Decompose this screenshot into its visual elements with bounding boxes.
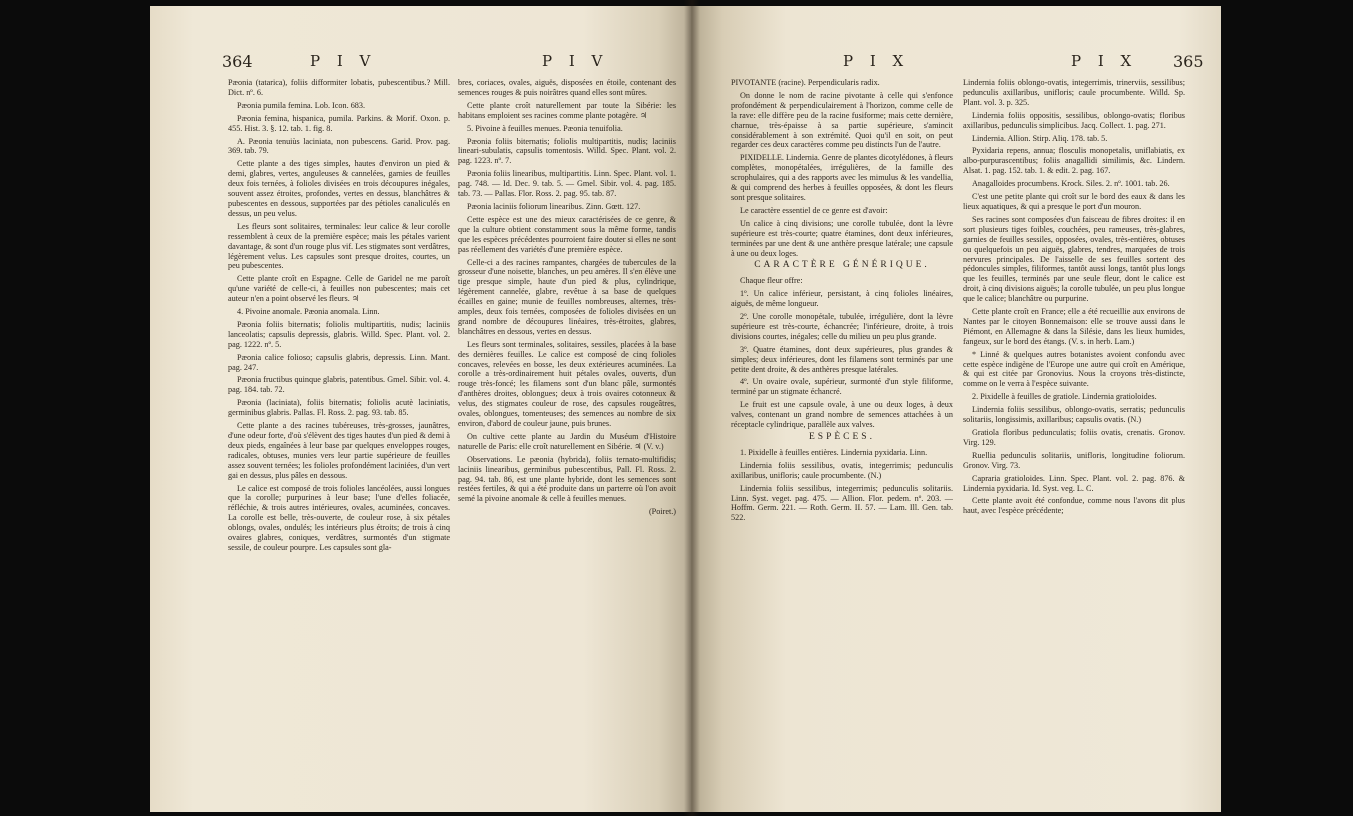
paragraph: Le caractère essentiel de ce genre est d'avoir: bbox=[740, 205, 888, 215]
paragraph: Cette plante croît naturellement par toute la Sibérie: les habitans emploient ses racines comme plante potagère. ♃ bbox=[458, 100, 676, 120]
paragraph: Ruellia pedunculis solitariis, unifloris, longitudine foliorum. Gronov. Virg. 73. bbox=[963, 450, 1185, 470]
paragraph: Pæonia foliis biternatis; foliolis multipartitis, nudis; laciniis lanceolatis; capsulis depressis, glabris. Willd. Spec. Plant. vol. 2. pag. 1222. nº. 5. bbox=[228, 319, 450, 349]
paragraph: Ses racines sont composées d'un faisceau de fibres droites: il en sort plusieurs tiges foibles, couchées, peu rameuses, très-glabres, garnies de feuilles sessiles, opposées, ovales, très-entières, obtuses ou quelquefois un peu aiguës, glabres, tendres, marquées de trois nervures principales. De l'aisselle de ses feuilles sortent des pédoncules simples, filiformes, tantôt aussi longs, tantôt plus longs que les feuilles, terminés par une seule fleur, dont le calice est droit, à cinq divisions aiguës; la corolle tubulée, un peu plus longue que le calice; blanchâtre ou purpurine. bbox=[963, 214, 1185, 304]
paragraph: Lindernia foliis oblongo-ovatis, integerrimis, trinerviis, sessilibus; pedunculis axillaribus, unifloris; caule procumbente. Willd. Sp. Plant. vol. 3. p. 325. bbox=[963, 78, 1185, 107]
paragraph: Cette plante avoit été confondue, comme nous l'avons dit plus haut, avec l'espèce précédente; bbox=[963, 496, 1185, 516]
paragraph: Anagalloides procumbens. Krock. Siles. 2. nº. 1001. tab. 26. bbox=[972, 179, 1170, 189]
paragraph: Pæonia (tatarica), foliis difformiter lobatis, pubescentibus.? Mill. Dict. nº. 6. bbox=[228, 78, 450, 97]
paragraph: Cette plante croît en France; elle a été recueillie aux environs de Nantes par le citoyen Bonnemaison: elle se trouve aussi dans le Piémont, en Allemagne & dans la Silésie, dans les lieux humides, fangeux, sur le bord des étangs. (V. s. in herb. Lam.) bbox=[963, 307, 1185, 346]
species-heading: 2. Pixidelle à feuilles de gratiole. Lindernia gratioloides. bbox=[972, 392, 1157, 402]
paragraph: Cette plante croît en Espagne. Celle de Garidel ne me paroît qu'une variété de celle-ci, à feuilles non pubescentes; mais cet auteur n'en a point observé les fleurs. ♃ bbox=[228, 274, 450, 304]
book-gutter-shadow bbox=[684, 0, 700, 816]
paragraph: Cette plante a des racines tubéreuses, très-grosses, jaunâtres, d'une odeur forte, d'où s'élèvent des tiges hautes d'un pied & demi à deux pieds, engaînées à leur base par quelques enveloppes rouges, radicales, obtuses, munies vers leur partie supérieure de feuilles assez souvent ternées; les folioles profondément laciniées, d'un vert gai en dessus, plus pâles en dessous. bbox=[228, 421, 450, 480]
paragraph: Pæonia femina, hispanica, pumila. Parkins. & Morif. Oxon. p. 455. Hist. 3. §. 12. tab. 1. fig. 8. bbox=[228, 113, 450, 133]
paragraph: Pæonia foliis biternatis; foliolis multipartitis, nudis; laciniis lineari-subulatis, capsulis tomentosis. Willd. Spec. Plant. vol. 2. pag. 1223. nº. 7. bbox=[458, 136, 676, 166]
right-running-head-right: P I X bbox=[1071, 52, 1138, 70]
paragraph: bres, coriaces, ovales, aiguës, disposées en étoile, contenant des semences rouges & puis noirâtres quand elles sont mûres. bbox=[458, 78, 676, 97]
paragraph: On cultive cette plante au Jardin du Muséum d'Histoire naturelle de Paris: elle croît naturellement en Sibérie. ♃ (V. v.) bbox=[458, 431, 676, 451]
species-heading: 4. Pivoine anomale. Pæonia anomala. Linn. bbox=[237, 307, 380, 317]
paragraph: Les fleurs sont terminales, solitaires, sessiles, placées à la base des dernières feuilles. Le calice est composé de cinq folioles concaves, relevées en bosse, les deux extérieures acuminées. La corolle a très-ordinairement huit pétales ovales, ouverts, d'un rouge très-foncé; les filamens sont d'un blanc pâle, surmontés d'anthères droites, oblongues; deux à trois ovaires cotonneux & velus, des stigmates couleur de rose, des capsules rougeâtres, ovales, oblongues, tomenteuses; des semences au nombre de six environ, d'abord de couleur jaune, puis brunes. bbox=[458, 339, 676, 428]
paragraph: On donne le nom de racine pivotante à celle qui s'enfonce profondément & perpendiculairement à l'horizon, comme celle de la rave: elle diffère peu de la racine fusiforme; mais cette dernière, charnue, très-épaisse à sa partie supérieure, s'amincit considérablement à son extrémité. Quoi qu'il en soit, on peut regarder ces deux caractères comme peu distincts l'un de l'autre. bbox=[731, 90, 953, 150]
left-column-1 bbox=[228, 78, 450, 556]
paragraph: 4º. Un ovaire ovale, supérieur, surmonté d'un style filiforme, terminé par un stigmate échancré. bbox=[731, 377, 953, 397]
paragraph: A. Pæonia tenuiùs laciniata, non pubescens. Garid. Prov. pag. 369. tab. 79. bbox=[228, 136, 450, 156]
paragraph: Les fleurs sont solitaires, terminales: leur calice & leur corolle ressemblent à ceux de la première espèce; mais les pétales varient davantage, & sont d'un rouge plus vif. Les stigmates sont verdâtres, légèrement velus. Les capsules sont presque droites, courtes, un peu pubescentes. bbox=[228, 221, 450, 271]
paragraph: Pæonia (laciniata), foliis biternatis; foliolis acutè laciniatis, germinibus glabris. Pallas. Fl. Ross. 2. pag. 93. tab. 85. bbox=[228, 398, 450, 418]
paragraph: Gratiola floribus pedunculatis; foliis ovatis, crenatis. Gronov. Virg. 129. bbox=[963, 428, 1185, 447]
paragraph: PIXIDELLE. Lindernia. Genre de plantes dicotylédones, à fleurs complètes, monopétalées, irrégulières, de la famille des scrophulaires, qui a des rapports avec les mimulus & les vandellia, & qui comprend des herbes à feuilles opposées, & dont les fleurs sont presque solitaires. bbox=[731, 153, 953, 202]
right-page bbox=[691, 6, 1221, 812]
paragraph: C'est une petite plante qui croît sur le bord des eaux & dans les lieux aquatiques, & qui a presque le port d'un mouron. bbox=[963, 192, 1185, 211]
paragraph: Celle-ci a des racines rampantes, chargées de tubercules de la grosseur d'une noisette, blanches, un peu amères. Il s'en élève une tige presque simple, haute d'un pied & plus, cylindrique, légèrement cannelée, glabre, revêtue à sa base de quelques écailles en gaine; munie de feuilles nombreuses, alternes, très-amples, deux fois ternées, composées de folioles divisées en un grand nombre de découpures linéaires, très-étroites, glabres, blanchâtres en dessous, vertes en dessus. bbox=[458, 257, 676, 336]
paragraph: Le calice est composé de trois folioles lancéolées, aussi longues que la corolle; purpurines à leur base; l'une d'elles foliacée, réfléchie, & trois autres intérieures, ovales, acuminées, concaves. La corolle est belle, très-ouverte, de couleur rose, à six pétales oblongs, ovales, ondulés; les intérieurs plus étroits; de trois à cinq ovaires glabres, coniques, verdâtres, surmontés d'un stigmate sessile, de couleur pourpre. Les capsules sont gla- bbox=[228, 483, 450, 552]
species-heading: 5. Pivoine à feuilles menues. Pæonia tenuifolia. bbox=[467, 123, 623, 133]
left-running-head-left: P I V bbox=[310, 52, 377, 70]
right-page-number: 365 bbox=[1173, 52, 1204, 71]
paragraph: Lindernia foliis sessilibus, oblongo-ovatis, serratis; pedunculis solitariis, longissimis, axillaribus; capsulis ovatis. (N.) bbox=[963, 405, 1185, 425]
paragraph: Pæonia fructibus quinque glabris, patentibus. Gmel. Sibir. vol. 4. pag. 184. tab. 72. bbox=[228, 375, 450, 395]
paragraph: Pæonia laciniis foliorum linearibus. Zinn. Gœtt. 127. bbox=[467, 201, 641, 211]
paragraph: Pyxidaria repens, annua; flosculis monopetalis, uniflabiatis, ex albo-purpurascentibus; foliis anagallidi similimis, &c. Lindern. Alsat. 1. pag. 152. tab. 1. & edit. 2. pag. 167. bbox=[963, 146, 1185, 176]
author-signature: (Poiret.) bbox=[648, 507, 676, 517]
left-page bbox=[150, 6, 691, 812]
paragraph: * Linné & quelques autres botanistes avoient confondu avec cette espèce indigène de l'Europe une autre qui croît en Amérique, & qui est citée par Gronovius. Nous la croyons très-distincte, comme on le verra à l'espèce suivante. bbox=[963, 349, 1185, 389]
paragraph: Pæonia calice folioso; capsulis glabris, depressis. Linn. Mant. pag. 247. bbox=[228, 352, 450, 372]
paragraph: Capraria gratioloides. Linn. Spec. Plant. vol. 2. pag. 876. & Lindernia pyxidaria. Id. Syst. veg. L. C. bbox=[963, 473, 1185, 493]
paragraph: Cette plante a des tiges simples, hautes d'environ un pied & demi, glabres, vertes, anguleuses & cannelées, garnies de feuilles deux fois ternées, à folioles divisées en trois découpures inégales, souvent assez étroites, profondes, vertes en dessus, blanchâtres & pubescentes en dessous, supportées par des pétioles canaliculés en dessus, un peu velus. bbox=[228, 159, 450, 218]
paragraph: Lindernia foliis sessilibus, ovatis, integerrimis; pedunculis axillaribus, unifloris; caule procumbente. (N.) bbox=[731, 460, 953, 480]
left-page-number: 364 bbox=[222, 52, 253, 71]
paragraph: Cette espèce est une des mieux caractérisées de ce genre, & que la culture obtient constamment sous la même forme, tandis que les espèces précédentes pourroient faire douter si elles ne sont pas réellement des variétés d'une première espèce. bbox=[458, 214, 676, 254]
entry-heading: PIVOTANTE (racine). Perpendicularis radix. bbox=[731, 78, 880, 87]
paragraph: Pæonia pumila femina. Lob. Icon. 683. bbox=[237, 100, 366, 110]
left-running-head-right: P I V bbox=[542, 52, 609, 70]
right-column-2 bbox=[963, 78, 1185, 519]
paragraph: Le fruit est une capsule ovale, à une ou deux loges, à deux valves, contenant un grand nombre de semences attachées à un réceptacle cylindrique, parallèle aux valves. bbox=[731, 400, 953, 430]
paragraph: 2º. Une corolle monopétale, tubulée, irrégulière, dont la lèvre supérieure est très-courte, échancrée; l'inférieure, droite, à trois divisions courtes, inégales; celle du milieu un peu plus grande. bbox=[731, 312, 953, 341]
right-column-1 bbox=[731, 78, 953, 526]
paragraph: Un calice à cinq divisions; une corolle tubulée, dont la lèvre supérieure est très-courte; quatre étamines, dont deux inférieures, terminées par une dent & une anthère presque latérale; une capsule à une ou deux loges. bbox=[731, 218, 953, 258]
right-running-head-left: P I X bbox=[843, 52, 910, 70]
paragraph: 3º. Quatre étamines, dont deux supérieures, plus grandes & simples; deux inférieures, dont les filamens sont terminés par une petite dent droite, & des anthères presque latérales. bbox=[731, 344, 953, 374]
paragraph: Pæonia foliis linearibus, multipartitis. Linn. Spec. Plant. vol. 1. pag. 748. — Id. Dec. 9. tab. 5. — Gmel. Sibir. vol. 4. pag. 185. tab. 73. — Pallas. Flor. Ross. 2. pag. 95. tab. 87. bbox=[458, 169, 676, 199]
section-heading: CARACTÈRE GÉNÉRIQUE. bbox=[754, 260, 930, 271]
paragraph: 1º. Un calice inférieur, persistant, à cinq folioles linéaires, aiguës, de même longueur. bbox=[731, 289, 953, 309]
section-heading: ESPÈCES. bbox=[809, 432, 875, 442]
left-column-2 bbox=[458, 78, 676, 517]
paragraph: Lindernia foliis sessilibus, integerrimis; pedunculis solitariis. Linn. Syst. veget. pag. 475. — Allion. Flor. pedem. nº. 203. — Hoffm. Germ. 221. — Roth. Germ. II. 57. — Lam. Ill. Gen. tab. 522. bbox=[731, 483, 953, 523]
paragraph: Lindernia. Allion. Stirp. Aliq. 178. tab. 5. bbox=[972, 133, 1108, 143]
paragraph: Observations. Le pæonia (hybrida), foliis ternato-multifidis; laciniis linearibus, germinibus pubescentibus, Pall. Fl. Ross. 2. pag. 94. tab. 86, est une plante hybride, dont les semences sont restées fertiles, & qui a été produite dans un parterre où l'on avoit semé la pivoine anomale & celle à feuilles menues. bbox=[458, 454, 676, 504]
species-heading: 1. Pixidelle à feuilles entières. Lindernia pyxidaria. Linn. bbox=[740, 447, 928, 457]
paragraph: Chaque fleur offre: bbox=[740, 276, 803, 286]
paragraph: Lindernia foliis oppositis, sessilibus, oblongo-ovatis; floribus axillaribus, pedunculis simplicibus. Jacq. Collect. 1. pag. 271. bbox=[963, 110, 1185, 130]
